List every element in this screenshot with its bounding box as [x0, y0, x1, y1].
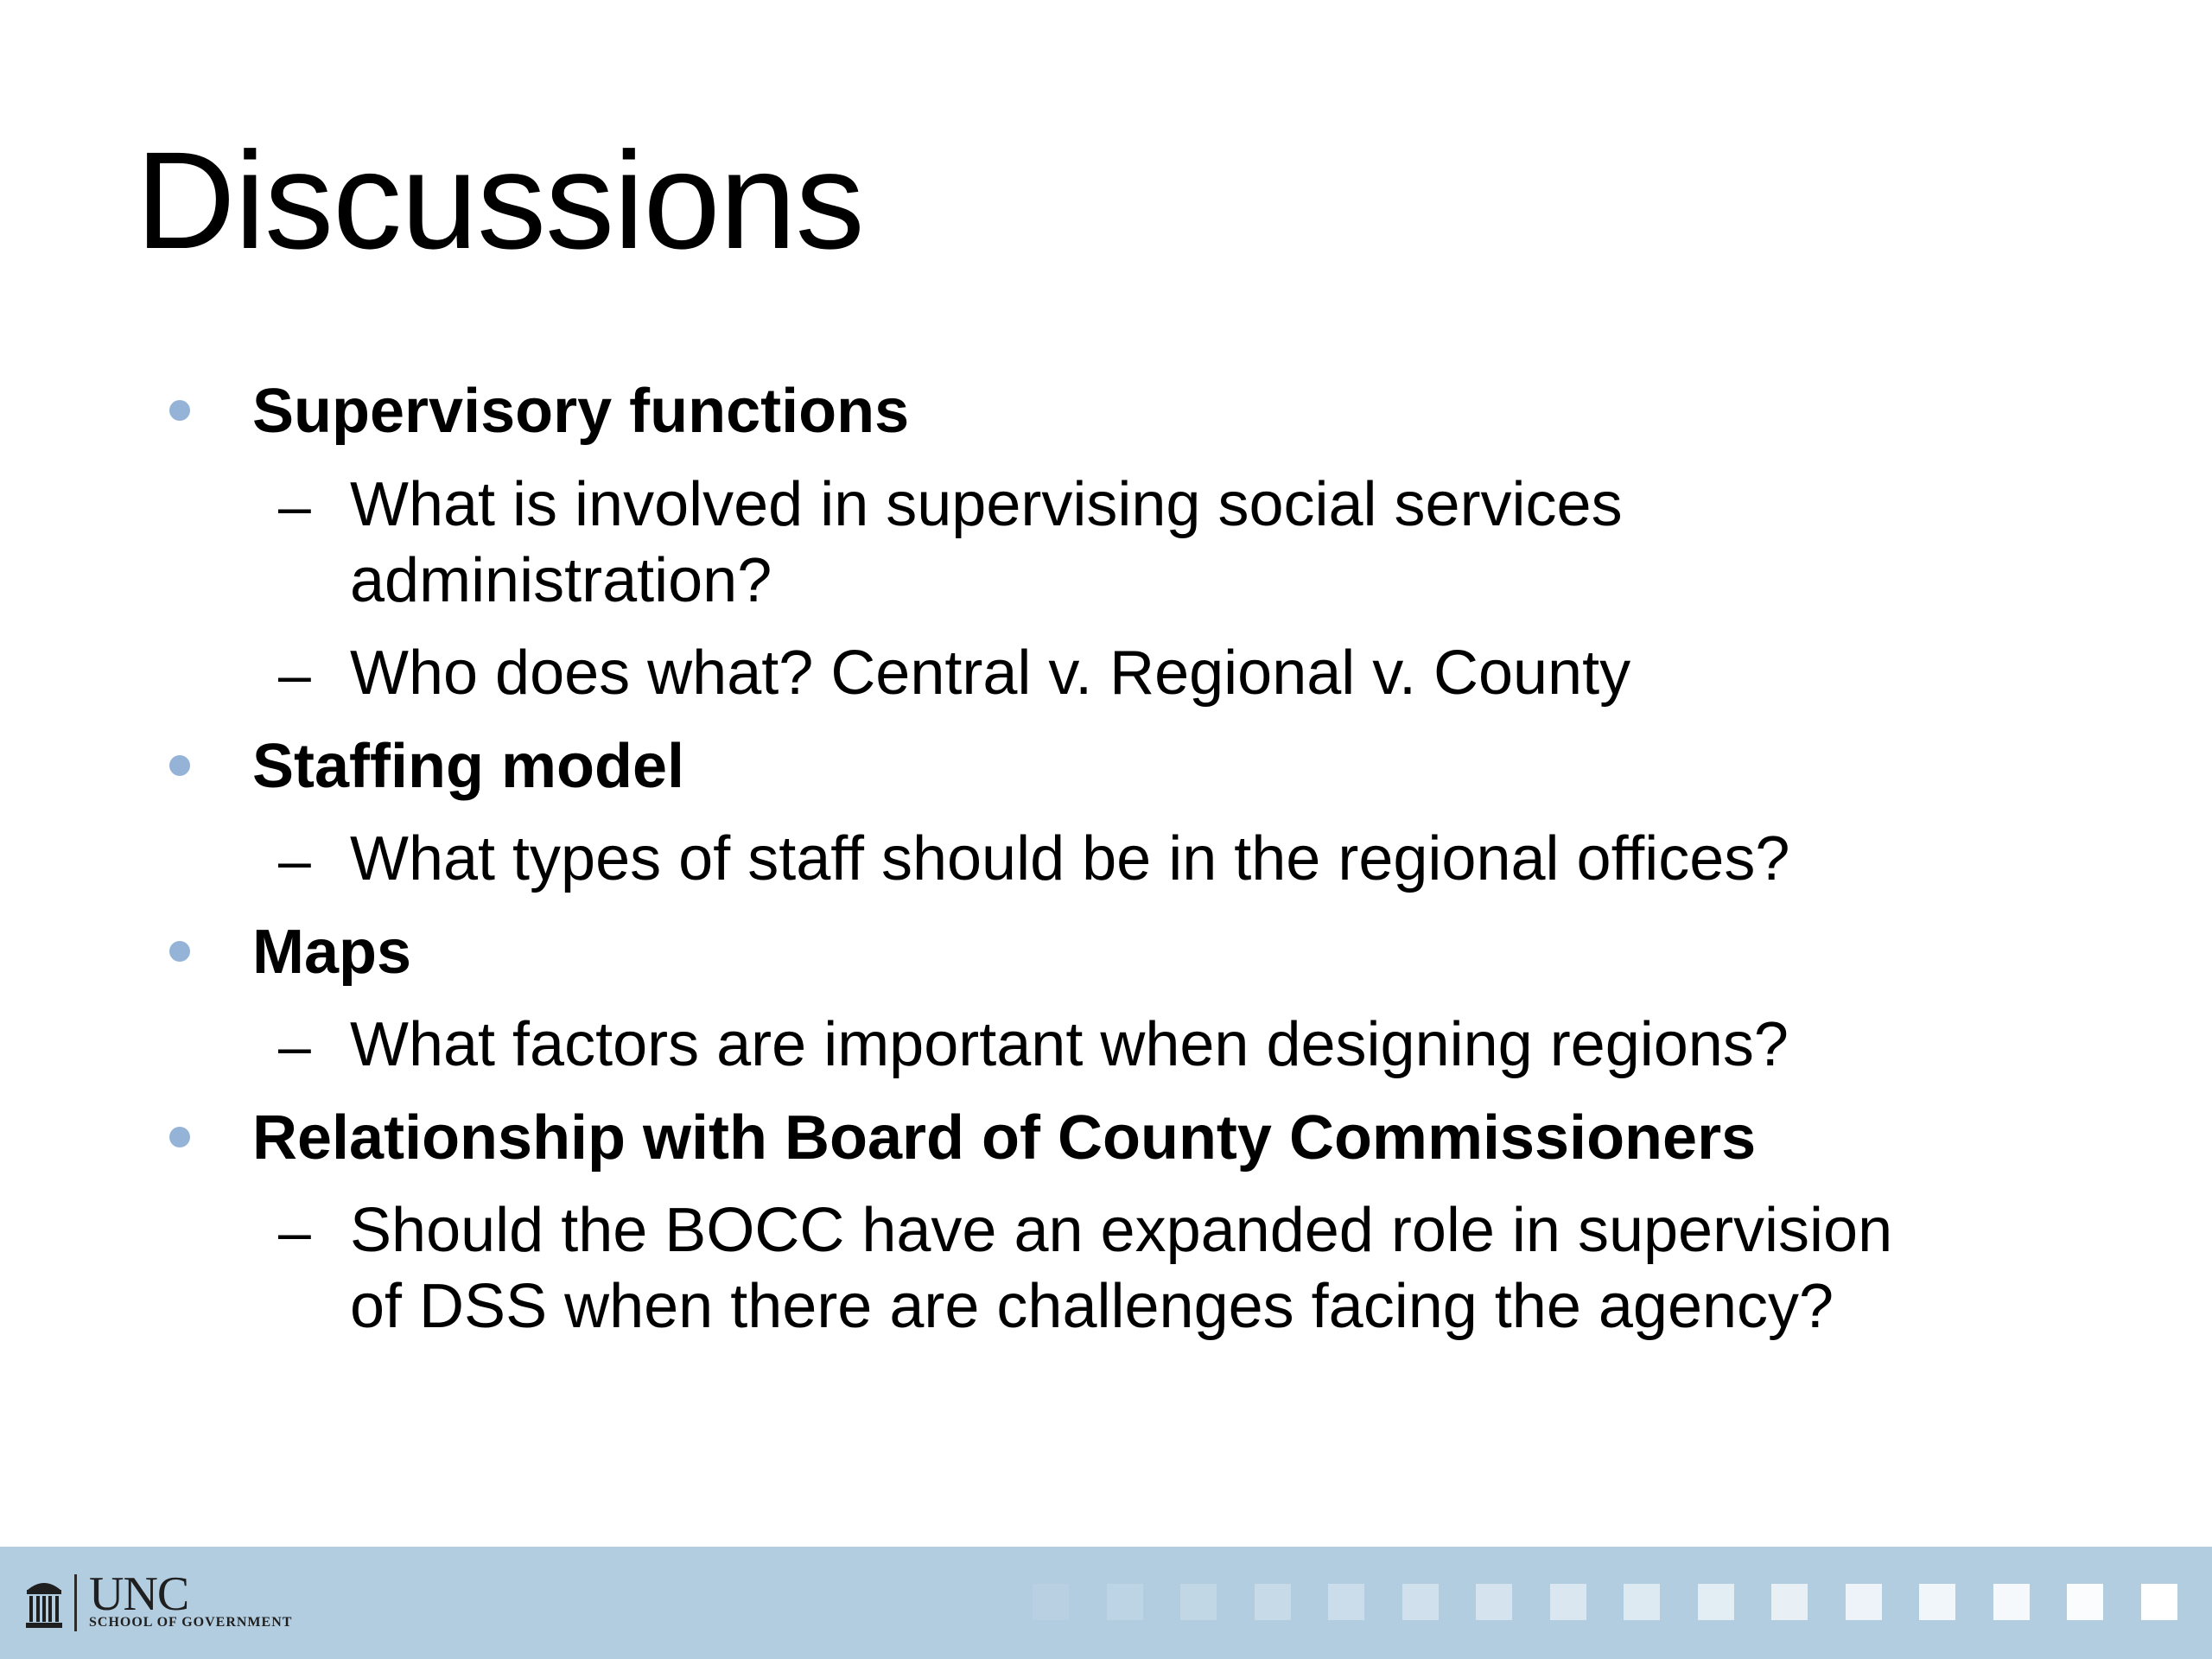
- logo-divider: [74, 1574, 77, 1631]
- old-well-icon: [24, 1576, 64, 1630]
- dash-icon: –: [278, 474, 311, 539]
- decorative-square: [1328, 1584, 1364, 1620]
- decorative-square: [1107, 1584, 1143, 1620]
- logo-text: [89, 1567, 293, 1631]
- decorative-square: [1624, 1584, 1660, 1620]
- unc-logo: [24, 1567, 293, 1633]
- bullet-icon: [169, 755, 190, 776]
- decorative-square: [2141, 1584, 2177, 1620]
- section-heading: Maps: [252, 918, 412, 987]
- logo-unc: UNC: [89, 1567, 189, 1621]
- list-item: [350, 467, 1623, 619]
- decorative-square: [1698, 1584, 1734, 1620]
- dash-icon: –: [278, 1014, 311, 1079]
- dash-icon: –: [278, 1199, 311, 1265]
- section-heading: Supervisory functions: [252, 377, 910, 446]
- list-item: Who does what? Central v. Regional v. County: [350, 639, 1631, 708]
- decorative-square: [1255, 1584, 1291, 1620]
- list-item: [350, 1192, 1892, 1344]
- decorative-square: [1402, 1584, 1439, 1620]
- decorative-square: [1180, 1584, 1217, 1620]
- decorative-square: [1993, 1584, 2030, 1620]
- list-item-line: of DSS when there are challenges facing the agency?: [350, 1272, 1834, 1341]
- section-heading: Relationship with Board of County Commissioners: [252, 1103, 1757, 1173]
- bullet-icon: [169, 941, 190, 962]
- section-heading: Staffing model: [252, 732, 684, 801]
- decorative-square: [1550, 1584, 1586, 1620]
- dash-icon: –: [278, 828, 311, 893]
- bullet-icon: [169, 400, 190, 421]
- list-item-line: administration?: [350, 546, 772, 615]
- bullet-icon: [169, 1127, 190, 1147]
- decorative-square: [1476, 1584, 1512, 1620]
- list-item: What types of staff should be in the regional offices?: [350, 824, 1790, 893]
- slide-title: Discussions: [136, 123, 864, 277]
- decorative-square: [1919, 1584, 1955, 1620]
- list-item: What factors are important when designing regions?: [350, 1010, 1789, 1079]
- decorative-square: [1033, 1584, 1069, 1620]
- dash-icon: –: [278, 642, 311, 708]
- logo-school-of-government: SCHOOL OF GOVERNMENT: [89, 1615, 293, 1630]
- decorative-square: [2067, 1584, 2103, 1620]
- decorative-square: [1846, 1584, 1882, 1620]
- list-item-line: What is involved in supervising social services: [350, 470, 1623, 539]
- decorative-square: [1771, 1584, 1808, 1620]
- list-item-line: Should the BOCC have an expanded role in supervision: [350, 1196, 1893, 1265]
